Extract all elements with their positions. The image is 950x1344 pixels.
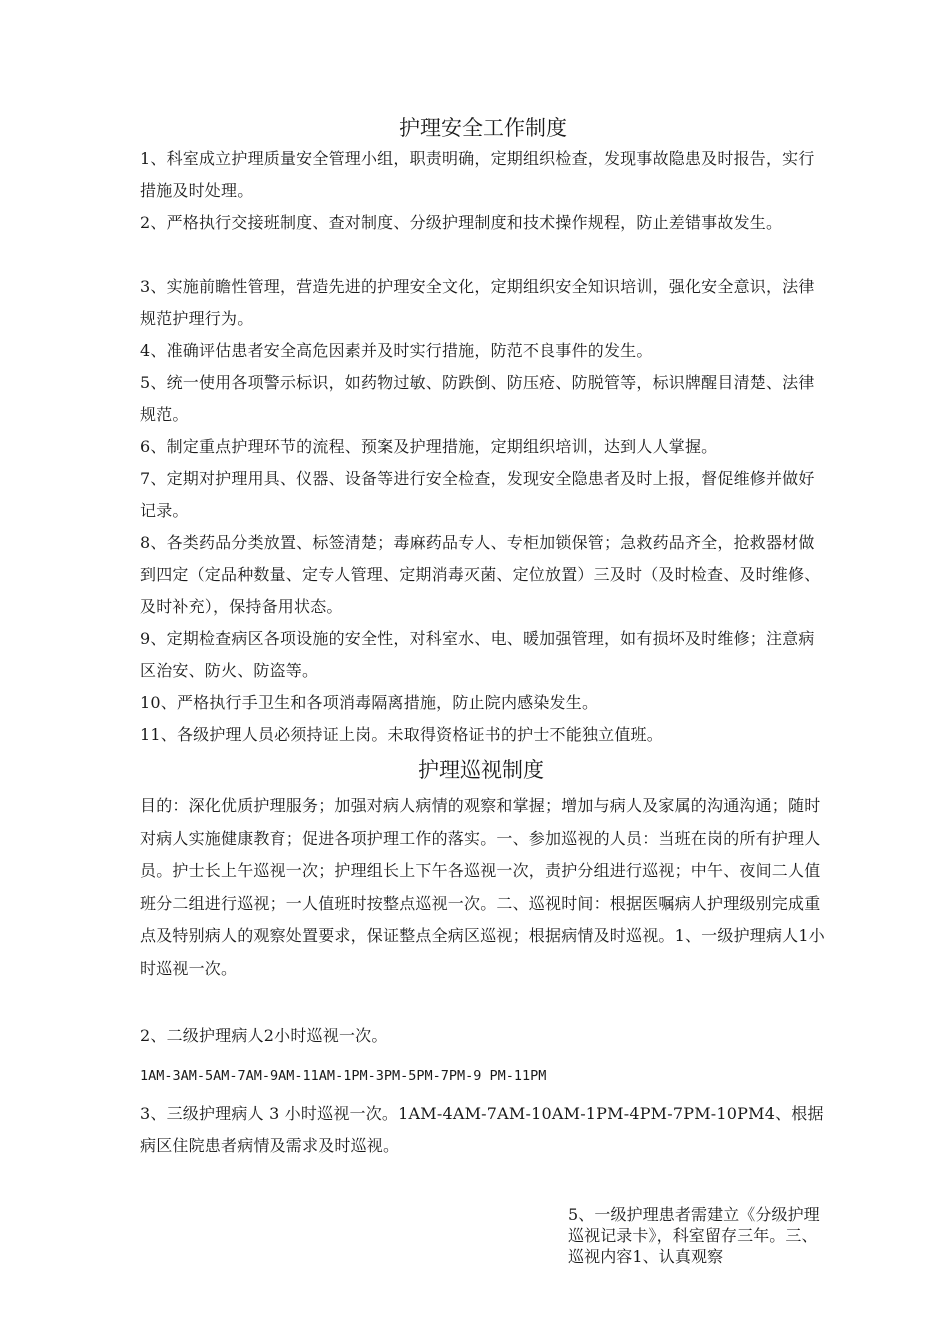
list-item: 3、实施前瞻性管理，营造先进的护理安全文化，定期组织安全知识培训，强化安全意识，法律规范护理行为。	[140, 277, 815, 328]
patrol-note-block: 5、一级护理患者需建立《分级护理巡视记录卡》，科室留存三年。三、巡视内容1、认真观察	[568, 1205, 820, 1266]
patrol-schedule: 1AM-3AM-5AM-7AM-9AM-11AM-1PM-3PM-5PM-7PM-9 PM-11PM	[140, 1068, 547, 1084]
list-item: 4、准确评估患者安全高危因素并及时实行措施，防范不良事件的发生。	[140, 341, 653, 360]
doc-title-safety: 护理安全工作制度	[399, 116, 567, 140]
patrol-paragraph: 3、三级护理病人 3 小时巡视一次。1AM-4AM-7AM-10AM-1PM-4PM-7PM-10PM4、根据病区住院患者病情及需求及时巡视。	[140, 1104, 824, 1155]
list-item: 8、各类药品分类放置、标签清楚；毒麻药品专人、专柜加锁保管；急救药品齐全，抢救器材做到四定（定品种数量、定专人管理、定期消毒灭菌、定位放置）三及时（及时检查、及时维修、及时补充），保持备用状态。	[140, 533, 821, 616]
patrol-paragraph: 2、二级护理病人2小时巡视一次。	[140, 1026, 388, 1045]
list-item: 10、严格执行手卫生和各项消毒隔离措施，防止院内感染发生。	[140, 693, 599, 712]
list-item: 5、统一使用各项警示标识，如药物过敏、防跌倒、防压疮、防脱管等，标识牌醒目清楚、法律规范。	[140, 373, 815, 424]
list-item: 11、各级护理人员必须持证上岗。未取得资格证书的护士不能独立值班。	[140, 725, 663, 744]
list-item: 7、定期对护理用具、仪器、设备等进行安全检查，发现安全隐患者及时上报，督促维修并做好记录。	[140, 469, 815, 520]
doc-title-patrol: 护理巡视制度	[418, 758, 544, 782]
list-item: 1、科室成立护理质量安全管理小组，职责明确，定期组织检查，发现事故隐患及时报告，实行措施及时处理。	[140, 149, 815, 200]
list-item: 9、定期检查病区各项设施的安全性，对科室水、电、暖加强管理，如有损坏及时维修；注意病区治安、防火、防盗等。	[140, 629, 815, 680]
list-item: 2、严格执行交接班制度、查对制度、分级护理制度和技术操作规程，防止差错事故发生。	[140, 213, 783, 232]
patrol-paragraph: 目的：深化优质护理服务；加强对病人病情的观察和掌握；增加与病人及家属的沟通沟通；随时对病人实施健康教育；促进各项护理工作的落实。一、参加巡视的人员：当班在岗的所有护理人员。护士长上午巡视一次；护理组长上下午各巡视一次，责护分组进行巡视；中午、夜间二人值班分二组进行巡视；一人值班时按整点巡视一次。二、巡视时间：根据医嘱病人护理级别完成重点及特别病人的观察处置要求，保证整点全病区巡视；根据病情及时巡视。1、一级护理病人1小时巡视一次。	[140, 796, 825, 978]
list-item: 6、制定重点护理环节的流程、预案及护理措施，定期组织培训，达到人人掌握。	[140, 437, 718, 456]
